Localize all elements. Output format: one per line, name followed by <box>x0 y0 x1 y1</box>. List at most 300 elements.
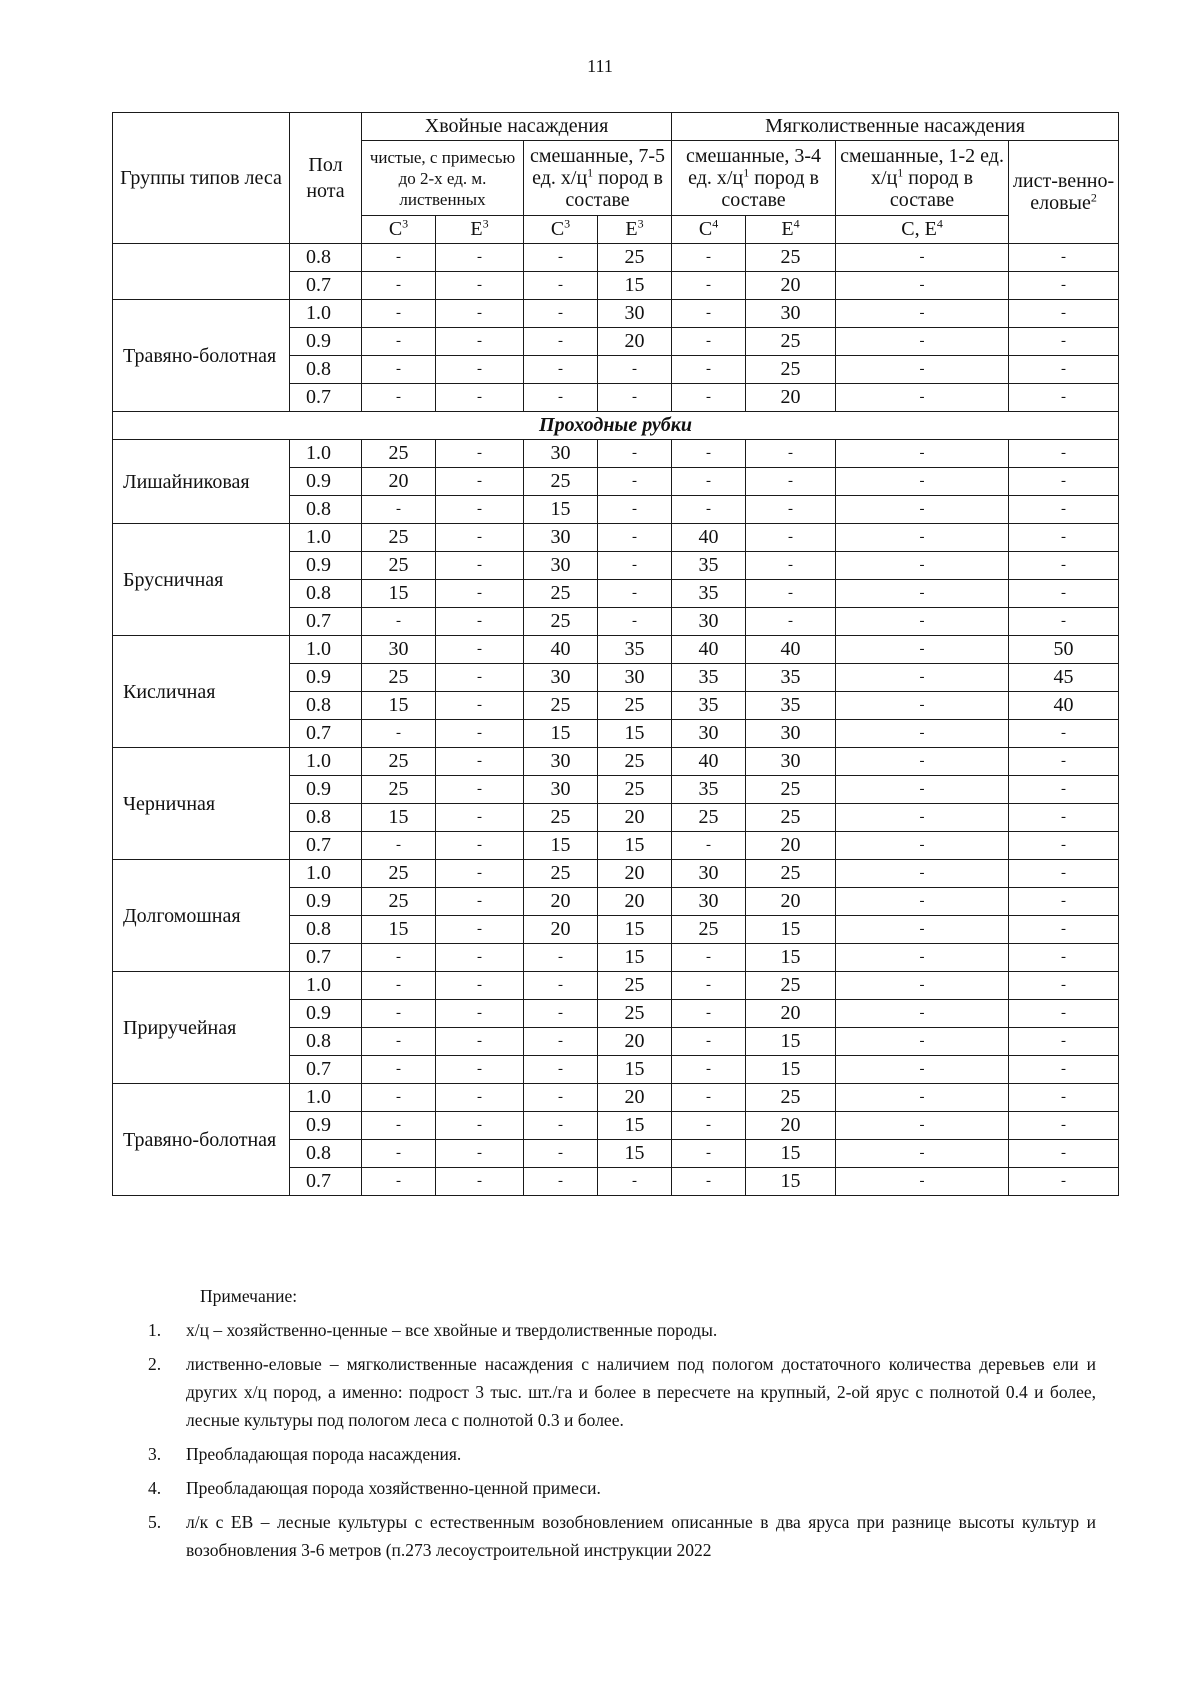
header-softleaved: Мягколиственные насаждения <box>672 113 1119 141</box>
note-text: л/к с ЕВ – лесные культуры с естественным возобновлением описанные в два яруса при разнице высоты культур и возобновления 3-6 метров (п.273 лесоустроительной инструкции 2022 <box>186 1512 1096 1560</box>
value-cell: - <box>1009 580 1119 608</box>
value-cell: - <box>836 552 1009 580</box>
value-cell: - <box>1009 720 1119 748</box>
value-cell: - <box>836 272 1009 300</box>
polnota-cell: 1.0 <box>290 860 362 888</box>
value-cell: - <box>1009 384 1119 412</box>
value-cell: - <box>1009 272 1119 300</box>
note-number: 1. <box>148 1320 162 1340</box>
value-cell: - <box>836 608 1009 636</box>
value-cell: - <box>362 1028 436 1056</box>
value-cell: 20 <box>598 888 672 916</box>
value-cell: - <box>1009 356 1119 384</box>
value-cell: 15 <box>362 580 436 608</box>
polnota-cell: 0.7 <box>290 272 362 300</box>
value-cell: - <box>836 1084 1009 1112</box>
value-cell: - <box>672 1084 746 1112</box>
header-mixed-1-2-comp: пород в составе <box>889 167 974 211</box>
note-number: 5. <box>148 1512 162 1532</box>
value-cell: - <box>836 664 1009 692</box>
polnota-cell: 0.8 <box>290 804 362 832</box>
value-cell: 25 <box>362 888 436 916</box>
note-text: Преобладающая порода хозяйственно-ценной примеси. <box>186 1478 601 1498</box>
value-cell: 15 <box>598 272 672 300</box>
polnota-cell: 0.9 <box>290 1000 362 1028</box>
value-cell: 15 <box>598 1112 672 1140</box>
value-cell: - <box>746 496 836 524</box>
value-cell: - <box>1009 804 1119 832</box>
polnota-cell: 0.7 <box>290 832 362 860</box>
value-cell: - <box>672 832 746 860</box>
value-cell: - <box>836 468 1009 496</box>
polnota-cell: 0.9 <box>290 1112 362 1140</box>
value-cell: - <box>436 384 524 412</box>
value-cell: 25 <box>524 860 598 888</box>
value-cell: - <box>836 944 1009 972</box>
value-cell: 30 <box>672 888 746 916</box>
value-cell: - <box>1009 1140 1119 1168</box>
value-cell: - <box>362 944 436 972</box>
value-cell: - <box>362 1168 436 1196</box>
value-cell: - <box>598 524 672 552</box>
value-cell: 15 <box>598 720 672 748</box>
value-cell: - <box>362 1140 436 1168</box>
value-cell: 15 <box>746 1140 836 1168</box>
value-cell: - <box>746 580 836 608</box>
value-cell: - <box>672 384 746 412</box>
polnota-cell: 0.7 <box>290 944 362 972</box>
value-cell: 25 <box>598 972 672 1000</box>
value-cell: 15 <box>746 1028 836 1056</box>
value-cell: 25 <box>362 860 436 888</box>
table-header <box>113 113 1119 244</box>
value-cell: - <box>436 244 524 272</box>
section-title-row <box>113 412 1119 440</box>
value-cell: - <box>524 356 598 384</box>
value-cell: 15 <box>746 1168 836 1196</box>
value-cell: - <box>362 272 436 300</box>
value-cell: 15 <box>746 1056 836 1084</box>
value-cell: - <box>362 1084 436 1112</box>
value-cell: 25 <box>746 328 836 356</box>
value-cell: - <box>1009 888 1119 916</box>
value-cell: 25 <box>746 860 836 888</box>
value-cell: - <box>836 300 1009 328</box>
forest-group-name: Долгомошная <box>113 860 290 972</box>
value-cell: - <box>1009 1028 1119 1056</box>
value-cell: - <box>836 636 1009 664</box>
polnota-cell: 0.8 <box>290 356 362 384</box>
value-cell: - <box>436 776 524 804</box>
value-cell: - <box>672 1028 746 1056</box>
header-pure: чистые, с примесью до 2-х ед. м. лиственных <box>362 141 524 216</box>
polnota-cell: 0.9 <box>290 552 362 580</box>
value-cell: - <box>1009 328 1119 356</box>
value-cell: - <box>524 272 598 300</box>
value-cell: 25 <box>598 776 672 804</box>
value-cell: 30 <box>524 440 598 468</box>
polnota-cell: 0.7 <box>290 1168 362 1196</box>
value-cell: - <box>598 496 672 524</box>
value-cell: - <box>524 1168 598 1196</box>
header-se4-mixed: С, $Е^4$ <box>836 216 1009 244</box>
value-cell: - <box>836 440 1009 468</box>
value-cell: - <box>836 1140 1009 1168</box>
value-cell: - <box>436 664 524 692</box>
polnota-cell: 0.8 <box>290 916 362 944</box>
table-row <box>113 748 1119 776</box>
value-cell: - <box>746 468 836 496</box>
value-cell: - <box>836 580 1009 608</box>
note-item <box>148 1440 1096 1468</box>
table-row <box>113 636 1119 664</box>
value-cell: - <box>1009 1168 1119 1196</box>
value-cell: 45 <box>1009 664 1119 692</box>
value-cell: - <box>836 832 1009 860</box>
value-cell: 30 <box>362 636 436 664</box>
table-row <box>113 440 1119 468</box>
value-cell: - <box>836 748 1009 776</box>
note-item <box>148 1474 1096 1502</box>
value-cell: - <box>672 1056 746 1084</box>
value-cell: - <box>436 608 524 636</box>
value-cell: 25 <box>524 692 598 720</box>
value-cell: 15 <box>746 916 836 944</box>
header-mixed-1-2: смешанные, 1-2 ед. $х/ц^1$ пород в составе <box>836 141 1009 216</box>
note-number: 3. <box>148 1444 162 1464</box>
header-e4-mixed: $Е^4$ <box>746 216 836 244</box>
value-cell: - <box>598 468 672 496</box>
value-cell: - <box>362 972 436 1000</box>
value-cell: 30 <box>524 748 598 776</box>
value-cell: 30 <box>524 524 598 552</box>
value-cell: - <box>672 272 746 300</box>
value-cell: 30 <box>524 664 598 692</box>
value-cell: 20 <box>746 384 836 412</box>
value-cell: - <box>436 1112 524 1140</box>
value-cell: 40 <box>672 636 746 664</box>
value-cell: 15 <box>362 804 436 832</box>
value-cell: - <box>836 328 1009 356</box>
value-cell: - <box>436 720 524 748</box>
value-cell: - <box>836 776 1009 804</box>
value-cell: - <box>836 972 1009 1000</box>
table-row <box>113 972 1119 1000</box>
forest-group-name: Черничная <box>113 748 290 860</box>
notes <box>148 1282 1096 1570</box>
value-cell: - <box>1009 1056 1119 1084</box>
value-cell: 25 <box>672 804 746 832</box>
value-cell: 25 <box>746 356 836 384</box>
value-cell: 25 <box>362 748 436 776</box>
value-cell: 35 <box>672 580 746 608</box>
value-cell: - <box>672 1112 746 1140</box>
polnota-cell: 1.0 <box>290 524 362 552</box>
value-cell: 35 <box>746 692 836 720</box>
polnota-cell: 1.0 <box>290 636 362 664</box>
header-mixed-7-5-label: смешанные, 7-5 ед. х/ц <box>529 145 666 189</box>
polnota-cell: 0.8 <box>290 1028 362 1056</box>
polnota-cell: 0.9 <box>290 468 362 496</box>
value-cell: - <box>436 636 524 664</box>
polnota-cell: 0.8 <box>290 580 362 608</box>
value-cell: 30 <box>746 748 836 776</box>
value-cell: - <box>836 384 1009 412</box>
value-cell: - <box>1009 972 1119 1000</box>
value-cell: - <box>1009 944 1119 972</box>
value-cell: - <box>1009 860 1119 888</box>
value-cell: - <box>436 356 524 384</box>
value-cell: 15 <box>524 496 598 524</box>
value-cell: - <box>1009 608 1119 636</box>
value-cell: - <box>598 356 672 384</box>
thinning-table <box>112 112 1119 1196</box>
value-cell: - <box>672 1140 746 1168</box>
value-cell: 30 <box>524 552 598 580</box>
value-cell: - <box>524 328 598 356</box>
value-cell: 25 <box>598 1000 672 1028</box>
polnota-cell: 0.9 <box>290 328 362 356</box>
polnota-cell: 0.7 <box>290 1056 362 1084</box>
forest-group-name: Приручейная <box>113 972 290 1084</box>
value-cell: - <box>362 244 436 272</box>
value-cell: 30 <box>672 860 746 888</box>
value-cell: 35 <box>598 636 672 664</box>
notes-title: Примечание: <box>200 1286 298 1306</box>
table-body <box>113 244 1119 1196</box>
header-coniferous: Хвойные насаждения <box>362 113 672 141</box>
polnota-cell: 0.8 <box>290 496 362 524</box>
value-cell: - <box>598 1168 672 1196</box>
value-cell: - <box>436 832 524 860</box>
value-cell: - <box>436 1168 524 1196</box>
value-cell: 30 <box>598 300 672 328</box>
table-row <box>113 524 1119 552</box>
value-cell: - <box>436 272 524 300</box>
value-cell: 50 <box>1009 636 1119 664</box>
value-cell: - <box>746 608 836 636</box>
value-cell: 25 <box>524 580 598 608</box>
value-cell: 20 <box>746 1112 836 1140</box>
value-cell: 25 <box>524 608 598 636</box>
value-cell: - <box>524 244 598 272</box>
value-cell: - <box>436 552 524 580</box>
value-cell: - <box>436 804 524 832</box>
value-cell: 25 <box>598 692 672 720</box>
value-cell: 20 <box>746 1000 836 1028</box>
polnota-cell: 1.0 <box>290 1084 362 1112</box>
value-cell: 25 <box>598 748 672 776</box>
value-cell: - <box>362 1112 436 1140</box>
value-cell: 30 <box>746 300 836 328</box>
value-cell: - <box>672 1168 746 1196</box>
value-cell: 40 <box>672 748 746 776</box>
value-cell: - <box>598 580 672 608</box>
value-cell: - <box>436 972 524 1000</box>
header-s3-pure: $С^3$ <box>362 216 436 244</box>
value-cell: - <box>436 888 524 916</box>
value-cell: 15 <box>524 832 598 860</box>
value-cell: - <box>1009 1084 1119 1112</box>
value-cell: - <box>598 552 672 580</box>
value-cell: 15 <box>598 944 672 972</box>
table-row <box>113 1084 1119 1112</box>
value-cell: 35 <box>746 664 836 692</box>
value-cell: - <box>436 468 524 496</box>
value-cell: - <box>836 244 1009 272</box>
note-item <box>148 1508 1096 1564</box>
value-cell: - <box>672 300 746 328</box>
value-cell: - <box>436 1140 524 1168</box>
value-cell: - <box>436 300 524 328</box>
value-cell: 30 <box>746 720 836 748</box>
value-cell: 25 <box>746 804 836 832</box>
value-cell: 15 <box>598 1140 672 1168</box>
polnota-cell: 0.8 <box>290 692 362 720</box>
value-cell: - <box>836 888 1009 916</box>
forest-group-name: Травяно-болотная <box>113 300 290 412</box>
value-cell: 20 <box>362 468 436 496</box>
value-cell: 20 <box>746 888 836 916</box>
note-number: 2. <box>148 1354 162 1374</box>
value-cell: - <box>836 1112 1009 1140</box>
value-cell: 25 <box>524 468 598 496</box>
value-cell: - <box>746 552 836 580</box>
header-leaf-spruce: лист-венно-еловые$^2$ <box>1009 141 1119 244</box>
value-cell: - <box>524 1056 598 1084</box>
value-cell: - <box>1009 300 1119 328</box>
header-polnota: Пол нота <box>290 113 362 244</box>
polnota-cell: 1.0 <box>290 972 362 1000</box>
value-cell: 25 <box>672 916 746 944</box>
value-cell: 40 <box>746 636 836 664</box>
value-cell: 20 <box>746 832 836 860</box>
value-cell: - <box>436 916 524 944</box>
value-cell: - <box>436 860 524 888</box>
value-cell: - <box>524 384 598 412</box>
polnota-cell: 0.7 <box>290 384 362 412</box>
notes-list <box>148 1316 1096 1564</box>
value-cell: - <box>672 468 746 496</box>
value-cell: 20 <box>524 888 598 916</box>
value-cell: - <box>836 356 1009 384</box>
value-cell: - <box>362 1056 436 1084</box>
section-title: Проходные рубки <box>113 412 1119 440</box>
value-cell: - <box>524 1140 598 1168</box>
header-e3-mixed: $Е^3$ <box>598 216 672 244</box>
value-cell: - <box>836 524 1009 552</box>
note-text: Преобладающая порода насаждения. <box>186 1444 462 1464</box>
value-cell: - <box>362 832 436 860</box>
header-mixed-3-4-label: смешанные, 3-4 ед. х/ц <box>685 145 822 189</box>
value-cell: - <box>836 860 1009 888</box>
header-s3-mixed: $С^3$ <box>524 216 598 244</box>
value-cell: 40 <box>524 636 598 664</box>
value-cell: - <box>436 1000 524 1028</box>
value-cell: - <box>1009 916 1119 944</box>
value-cell: - <box>1009 776 1119 804</box>
value-cell: - <box>436 748 524 776</box>
value-cell: 40 <box>1009 692 1119 720</box>
value-cell: - <box>1009 440 1119 468</box>
table-row <box>113 860 1119 888</box>
value-cell: - <box>1009 1000 1119 1028</box>
value-cell: 15 <box>362 916 436 944</box>
note-text: лиственно-еловые – мягколиственные насаждения с наличием под пологом достаточного количества деревьев ели и других х/ц пород, а именно: подрост 3 тыс. шт./га и более в пересчете на крупный, 2-ой ярус с полнотой 0.4 и более, лесные культуры под пологом леса с полнотой 0.3 и более. <box>186 1354 1096 1430</box>
value-cell: - <box>746 524 836 552</box>
polnota-cell: 1.0 <box>290 300 362 328</box>
value-cell: 15 <box>598 1056 672 1084</box>
value-cell: - <box>524 944 598 972</box>
value-cell: - <box>836 692 1009 720</box>
value-cell: - <box>836 720 1009 748</box>
value-cell: 30 <box>598 664 672 692</box>
value-cell: - <box>1009 1112 1119 1140</box>
value-cell: - <box>1009 832 1119 860</box>
value-cell: - <box>836 804 1009 832</box>
value-cell: 25 <box>524 804 598 832</box>
value-cell: 20 <box>598 860 672 888</box>
polnota-cell: 0.9 <box>290 664 362 692</box>
table-row <box>113 300 1119 328</box>
value-cell: 25 <box>746 972 836 1000</box>
note-item <box>148 1316 1096 1344</box>
value-cell: - <box>672 356 746 384</box>
value-cell: 15 <box>598 916 672 944</box>
note-number: 4. <box>148 1478 162 1498</box>
header-mixed-7-5: смешанные, 7-5 ед. $х/ц^1$ пород в составе <box>524 141 672 216</box>
polnota-cell: 0.7 <box>290 720 362 748</box>
value-cell: - <box>362 300 436 328</box>
polnota-cell: 0.7 <box>290 608 362 636</box>
value-cell: - <box>436 440 524 468</box>
value-cell: 25 <box>746 244 836 272</box>
value-cell: 15 <box>524 720 598 748</box>
header-forest-groups: Группы типов леса <box>113 113 290 244</box>
value-cell: 35 <box>672 692 746 720</box>
value-cell: - <box>746 440 836 468</box>
value-cell: - <box>1009 552 1119 580</box>
value-cell: 25 <box>746 1084 836 1112</box>
value-cell: 25 <box>362 552 436 580</box>
value-cell: 30 <box>672 608 746 636</box>
value-cell: - <box>362 608 436 636</box>
value-cell: - <box>436 1028 524 1056</box>
header-s4-mixed: $С^4$ <box>672 216 746 244</box>
value-cell: - <box>836 1028 1009 1056</box>
value-cell: - <box>436 1084 524 1112</box>
value-cell: 20 <box>598 1084 672 1112</box>
value-cell: 15 <box>746 944 836 972</box>
value-cell: 30 <box>672 720 746 748</box>
value-cell: - <box>436 580 524 608</box>
polnota-cell: 0.8 <box>290 1140 362 1168</box>
value-cell: - <box>672 244 746 272</box>
value-cell: 25 <box>362 524 436 552</box>
value-cell: 25 <box>598 244 672 272</box>
value-cell: - <box>524 300 598 328</box>
forest-group-name: Лишайниковая <box>113 440 290 524</box>
value-cell: 40 <box>672 524 746 552</box>
value-cell: - <box>436 692 524 720</box>
polnota-cell: 1.0 <box>290 440 362 468</box>
value-cell: - <box>836 916 1009 944</box>
note-item <box>148 1350 1096 1434</box>
value-cell: - <box>524 1028 598 1056</box>
value-cell: - <box>524 1112 598 1140</box>
value-cell: - <box>836 1000 1009 1028</box>
value-cell: - <box>436 524 524 552</box>
